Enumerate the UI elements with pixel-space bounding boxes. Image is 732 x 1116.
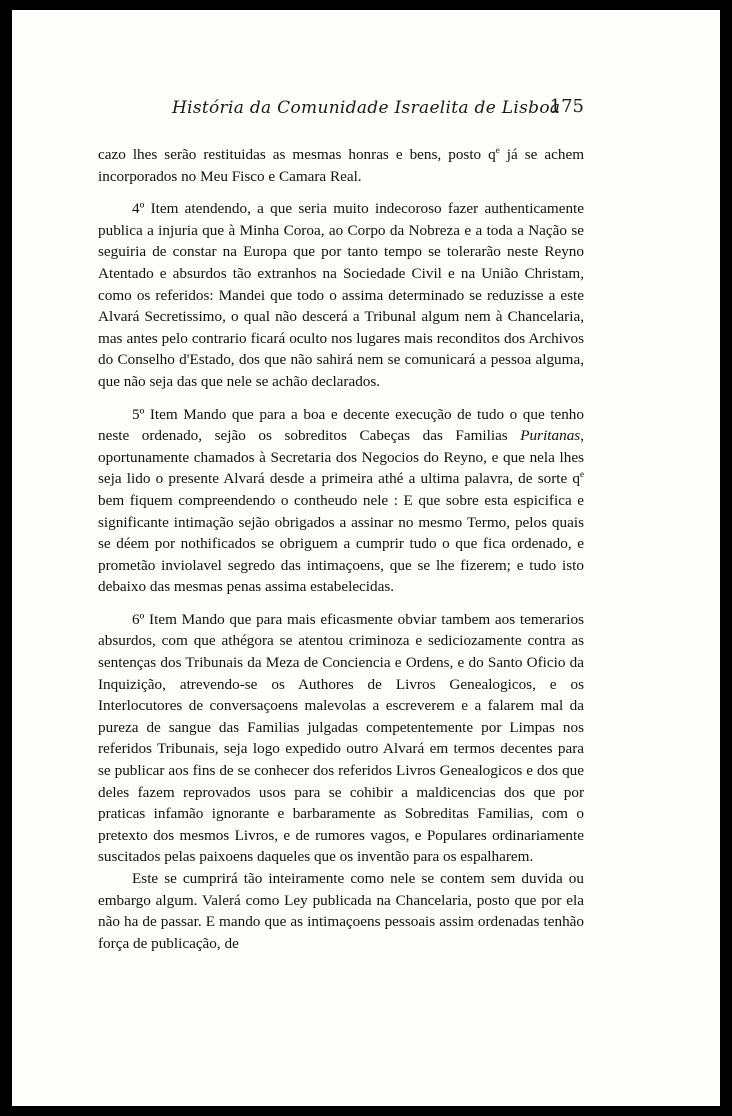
- p0-text: cazo lhes serão restituidas as mesmas honras e bens, posto q: [98, 146, 496, 163]
- paragraph-closing: Este se cumprirá tão inteiramente como nele se contem sem duvida ou embargo algum. Valerá como Ley publicada na Chancelaria, posto que por ela não ha de passar. E mando que as intimaçoens pessoais assim ordenadas tenhão força de publicação, de: [98, 870, 584, 952]
- body-text: [98, 144, 584, 954]
- p5-superscript: e: [580, 469, 584, 480]
- p5-text-a: 5º Item Mando que para a boa e decente execução de tudo o que tenho neste ordenado, sejão os sobreditos Cabeças das Familias: [98, 405, 584, 445]
- p5-italic: Puritanas,: [520, 427, 584, 445]
- paragraph-continuation: [98, 144, 584, 187]
- p5-text-b: oportunamente chamados à Secretaria dos Negocios do Reyno, e que nela lhes seja lido o presente Alvará desde a primeira athé a ultima palavra, de sorte q: [98, 448, 584, 488]
- p0-text-end: já se achem incorporados no Meu Fisco e Camara Real.: [98, 146, 585, 185]
- paragraph-item-5: [98, 404, 584, 598]
- page-number: 175: [549, 96, 584, 117]
- paragraph-item-6: 6º Item Mando que para mais eficasmente obviar tambem aos temerarios absurdos, com que athégora se atentou criminoza e sediciozamente contra as sentenças dos Tribunais da Meza de Conciencia e Ordens, e do Santo Oficio da Inquizição, atrevendo-se os Authores de Livros Genealogicos, e os Interlocutores de conversaçoens malevolas a escreverem e a falarem mal da pureza de sangue das Familias julgadas competentemente por Limpas nos referidos Tribunais, seja logo expedido outro Alvará em termos decentes para se publicar aos fins de se conhecer dos referidos Livros Genealogicos e dos que deles fazem reprovados usos para se cohibir a maldicencias dos que por praticas infamão ignorante e barbaramente as Sobreditas Familias, com o pretexto dos mesmos Livros, e de rumores vagos, e Populares ordinariamente suscitados pelas paixoens daqueles que os inventão para os espalharem.: [98, 610, 584, 866]
- book-page: [12, 10, 720, 1106]
- running-title: História da Comunidade Israelita de Lisboa: [172, 98, 561, 118]
- p0-superscript: e: [495, 144, 500, 155]
- p5-text-c: bem fiquem compreendendo o contheudo nele : E que sobre esta espicifica e significante intimação sejão obrigados a assinar no mesmo Termo, pelos quais se déem por nothificados se obriguem a cumprir tudo o que fica ordenado, e prometão inviolavel segredo das intimaçoens, que se lhe fizerem; e tudo isto debaixo das mesmas penas assima estabelecidas.: [98, 491, 584, 596]
- running-header: [172, 94, 584, 124]
- paragraph-item-4: 4º Item atendendo, a que seria muito indecoroso fazer authenticamente publica a injuria que à Minha Coroa, ao Corpo da Nobreza e a toda a Nação se seguiria de constar na Europa que por tanto tempo se tolerarão neste Reyno Atentado e absurdos tão extranhos na Sociedade Civil e na União Christam, como os referidos: Mandei que todo o assima determinado se reduzisse a este Alvará Secretissimo, o qual não descerá a Tribunal algum nem à Chancelaria, mas antes pelo contrario ficará oculto nos lugares mais reconditos dos Archivos do Conselho d'Estado, dos que não sahirá nem se comunicará a pessoa alguma, que não seja das que nele se achão declarados.: [98, 200, 584, 390]
